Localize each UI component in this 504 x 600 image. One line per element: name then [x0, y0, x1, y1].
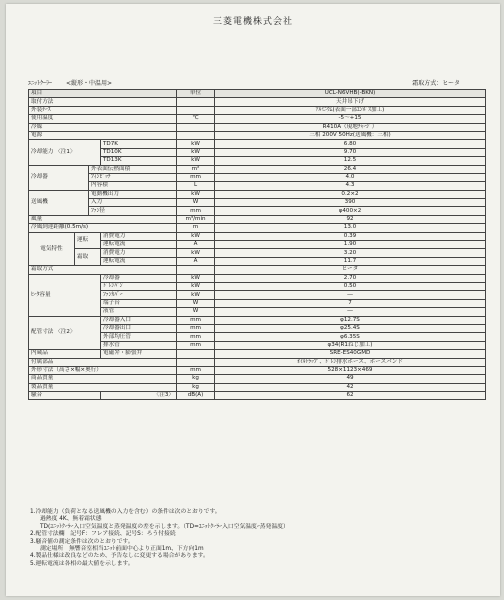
group-label: 送風機 — [29, 190, 89, 215]
row-unit: kW — [177, 157, 215, 165]
head-unit: 単位 — [177, 90, 215, 98]
row-sublabel: 外表面伝熱面積 — [89, 165, 177, 173]
row-value: ｱﾙﾐﾆｳﾑ(表面一部ｴﾝﾎﾞｽ加工) — [215, 106, 486, 114]
header-left — [28, 78, 124, 87]
head-model: UCL-N6VHB(-BKN) — [215, 90, 486, 98]
table-row — [29, 165, 486, 173]
row-label: 外装ｹｰｽ — [29, 106, 177, 114]
row-label: 騒音 — [29, 392, 101, 400]
row-sublabel: 運転電流 — [101, 257, 177, 265]
row-sublabel: 冷却器入口 — [101, 316, 177, 324]
row-unit — [177, 98, 215, 106]
table-row — [29, 316, 486, 324]
note-line: 5.運転電流は各相の最大値を示します。 — [30, 560, 134, 567]
row-unit: kW — [177, 249, 215, 257]
row-value: ― — [215, 308, 486, 316]
row-label: 付属部品 — [29, 358, 177, 366]
row-unit — [177, 123, 215, 131]
row-value: 天井吊下げ — [215, 98, 486, 106]
row-label: 商品質量 — [29, 375, 177, 383]
row-unit: kW — [177, 140, 215, 148]
row-value: 13.0 — [215, 224, 486, 232]
row-value: 12.5 — [215, 157, 486, 165]
note-line: 2.配管寸法欄 記号F：フレア接続、記号S：ろう付接続 — [30, 531, 176, 538]
table-row — [29, 123, 486, 131]
table-row — [29, 215, 486, 223]
row-unit: m² — [177, 165, 215, 173]
table-row — [29, 274, 486, 282]
row-value: φ34(R1ねじ加工) — [215, 341, 486, 349]
row-label: 電源 — [29, 131, 177, 139]
row-label: 内蔵品 — [29, 350, 101, 358]
note-line: 1.冷却能力（負荷となる送風機の入力を含む）の条件は次のとおりです。 — [30, 509, 221, 515]
row-label: 風量 — [29, 215, 177, 223]
row-value: R410A（現地ﾁｬｰｼﾞ） — [215, 123, 486, 131]
row-value: ヒータ — [215, 266, 486, 274]
table-row — [29, 392, 486, 400]
table-row — [29, 131, 486, 139]
table-row — [29, 182, 486, 190]
row-unit: W — [177, 308, 215, 316]
row-value: 11.7 — [215, 257, 486, 265]
row-value: 2.70 — [215, 274, 486, 282]
table-row — [29, 98, 486, 106]
category-label: <縦形・中温用> — [65, 80, 112, 87]
row-value: -5～+15 — [215, 115, 486, 123]
row-sublabel: 冷却器 — [101, 274, 177, 282]
row-sublabel: ﾌｧﾝｶﾊﾞｰ — [101, 291, 177, 299]
table-row — [29, 366, 486, 374]
unit-type-label: ﾕﾆｯﾄｸｰﾗｰ — [28, 80, 53, 87]
row-sublabel: ﾄﾞﾚﾝﾊﾟﾝ — [101, 282, 177, 290]
row-value: ― — [215, 291, 486, 299]
row-label: 冷媒 — [29, 123, 177, 131]
row-sublabel: TD10K — [101, 148, 177, 156]
row-unit — [177, 350, 215, 358]
row-value: ｵｲﾙﾄﾗｯﾌﾟ、ﾄﾞﾚﾝ排水ホース、ホースバンド — [215, 358, 486, 366]
row-label: 製品質量 — [29, 383, 177, 391]
row-note: 〈注3〉 — [101, 392, 177, 400]
row-unit: mm — [177, 324, 215, 332]
row-unit: A — [177, 257, 215, 265]
row-label: 取付方法 — [29, 98, 177, 106]
row-sublabel: 消費電力 — [101, 249, 177, 257]
op-label: 霜取 — [75, 249, 101, 266]
row-unit: kW — [177, 232, 215, 240]
row-sublabel: 液管 — [101, 308, 177, 316]
row-unit: kW — [177, 282, 215, 290]
row-unit: kW — [177, 274, 215, 282]
row-unit: m³/min — [177, 215, 215, 223]
row-unit — [177, 131, 215, 139]
row-sublabel: 電動機出力 — [89, 190, 177, 198]
row-sublabel: 電磁弁・膨張弁 — [101, 350, 177, 358]
row-sublabel: 外部均圧管 — [101, 333, 177, 341]
row-unit: m — [177, 224, 215, 232]
table-row — [29, 350, 486, 358]
table-row — [29, 90, 486, 98]
row-value: 62 — [215, 392, 486, 400]
row-unit: mm — [177, 316, 215, 324]
row-sublabel: 排水管 — [101, 341, 177, 349]
table-row — [29, 358, 486, 366]
row-unit — [177, 106, 215, 114]
group-label: 配管寸法 〈注2〉 — [29, 316, 101, 350]
defrost-label: 霜取方式：ヒータ — [412, 80, 460, 87]
row-unit: ℃ — [177, 115, 215, 123]
row-sublabel: TD7K — [101, 140, 177, 148]
row-value: 390 — [215, 199, 486, 207]
row-unit: W — [177, 299, 215, 307]
row-unit: mm — [177, 173, 215, 181]
note-line: 測定場所 無響音室相当ﾕﾆｯﾄ前面中心より正面1m、下方向1m — [40, 546, 204, 553]
row-unit: kW — [177, 148, 215, 156]
table-row — [29, 249, 486, 257]
row-value: 1.90 — [215, 241, 486, 249]
row-value: φ25.4S — [215, 324, 486, 332]
row-value: 4.3 — [215, 182, 486, 190]
row-value: 42 — [215, 383, 486, 391]
table-row — [29, 266, 486, 274]
row-unit: A — [177, 241, 215, 249]
row-unit: mm — [177, 341, 215, 349]
table-row — [29, 207, 486, 215]
row-unit: mm — [177, 333, 215, 341]
row-value: 92 — [215, 215, 486, 223]
row-unit: kg — [177, 383, 215, 391]
table-row — [29, 190, 486, 198]
row-label: 使用温度 — [29, 115, 177, 123]
group-label: ﾋｰﾀ容量 — [29, 274, 101, 316]
note-line: TD(ﾕﾆｯﾄｸｰﾗｰ入口空気温度と蒸発温度の差を示します。（TD=ﾕﾆｯﾄｸｰﾗｰ入口空気温度ｰ蒸発温度） — [40, 523, 289, 530]
row-value: SRE-ES40GMD — [215, 350, 486, 358]
row-unit: kg — [177, 375, 215, 383]
table-row — [29, 115, 486, 123]
row-unit — [177, 266, 215, 274]
row-value: 7 — [215, 299, 486, 307]
spec-sheet — [6, 4, 500, 596]
row-unit: dB(A) — [177, 392, 215, 400]
row-value: 9.70 — [215, 148, 486, 156]
row-value: 0.50 — [215, 282, 486, 290]
row-value: 6.80 — [215, 140, 486, 148]
group-label: 電気特性 — [29, 232, 75, 266]
row-value: 26.4 — [215, 165, 486, 173]
row-value: φ400×2 — [215, 207, 486, 215]
row-unit: mm — [177, 366, 215, 374]
table-row — [29, 375, 486, 383]
note-line: 過熱度 4K、無着霜状態 — [40, 516, 102, 523]
row-sublabel: 冷却器出口 — [101, 324, 177, 332]
op-label: 運転 — [75, 232, 101, 249]
table-row — [29, 232, 486, 240]
row-unit: kW — [177, 291, 215, 299]
table-row — [29, 106, 486, 114]
note-line: 4.製品仕様は改良などのため、予告なしに変更する場合があります。 — [30, 553, 209, 560]
table-row — [29, 199, 486, 207]
row-sublabel: ﾌｧﾝ径 — [89, 207, 177, 215]
row-value: 3.20 — [215, 249, 486, 257]
table-row — [29, 140, 486, 148]
row-sublabel: 入力 — [89, 199, 177, 207]
head-item: 項目 — [29, 90, 177, 98]
row-sublabel: 端子台 — [101, 299, 177, 307]
row-sublabel: 消費電力 — [101, 232, 177, 240]
note-line: 3.騒音値の測定条件は次のとおりです。 — [30, 538, 134, 545]
row-unit: W — [177, 199, 215, 207]
row-sublabel: 内容積 — [89, 182, 177, 190]
row-value: 49 — [215, 375, 486, 383]
company-name: 三菱電機株式会社 — [212, 17, 293, 27]
row-unit: L — [177, 182, 215, 190]
group-label: 冷却器 — [29, 165, 89, 190]
row-label: 外形寸法（高さ×幅×奥行） — [29, 366, 177, 374]
row-unit: mm — [177, 207, 215, 215]
row-value: 三相 200V 50Hz(送風機：三相) — [215, 131, 486, 139]
row-unit: kW — [177, 190, 215, 198]
row-value: φ12.7S — [215, 316, 486, 324]
spec-table — [28, 89, 486, 400]
row-unit — [177, 358, 215, 366]
row-sublabel: TD13K — [101, 157, 177, 165]
group-label: 冷却能力 〈注1〉 — [29, 140, 101, 165]
row-value: 0.39 — [215, 232, 486, 240]
row-value: 0.2×2 — [215, 190, 486, 198]
row-value: φ6.35S — [215, 333, 486, 341]
footnotes — [30, 509, 490, 568]
table-row — [29, 173, 486, 181]
row-label: 冷風到達距離(0.5m/s) — [29, 224, 177, 232]
row-label: 霜取方式 — [29, 266, 177, 274]
table-row — [29, 224, 486, 232]
table-row — [29, 383, 486, 391]
row-sublabel: ﾌｨﾝﾋﾟｯﾁ — [89, 173, 177, 181]
row-value: 4.0 — [215, 173, 486, 181]
row-value: 528×1123×469 — [215, 366, 486, 374]
row-sublabel: 運転電流 — [101, 241, 177, 249]
